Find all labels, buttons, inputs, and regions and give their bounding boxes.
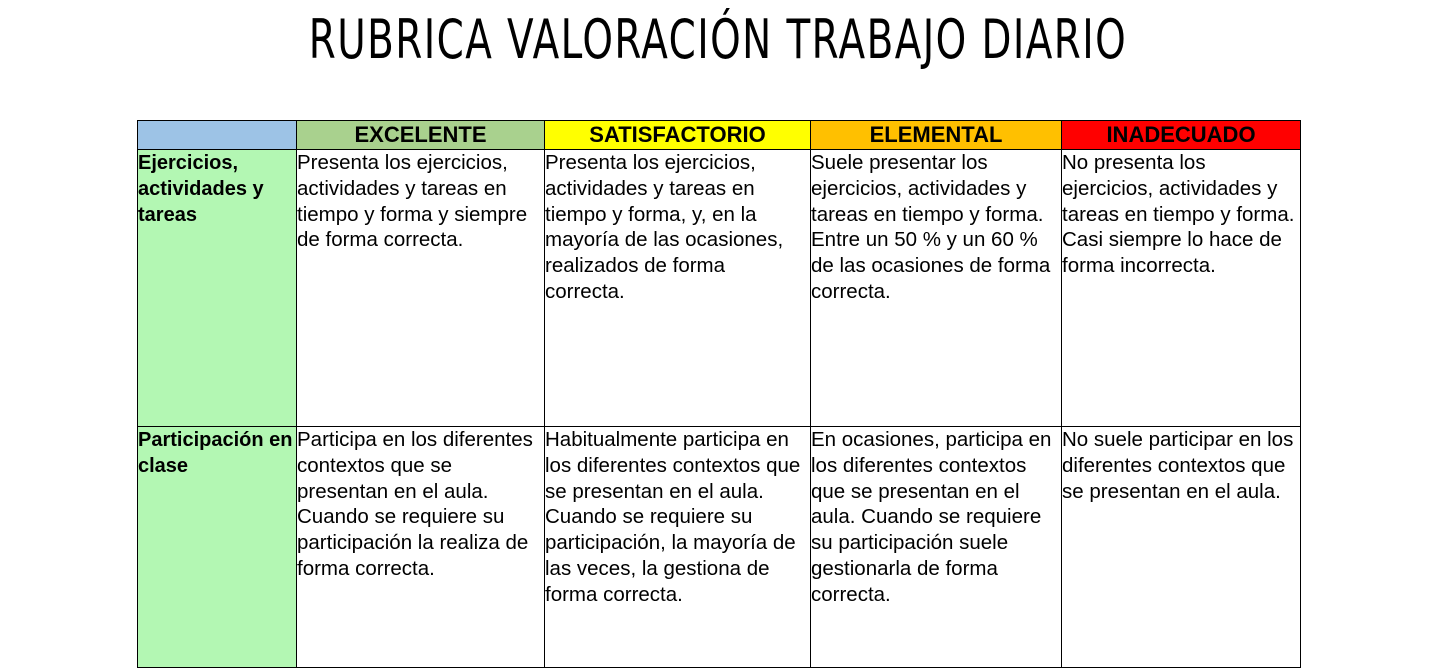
header-elemental: ELEMENTAL (811, 121, 1062, 150)
criterion-participacion: Participación en clase (138, 427, 297, 668)
rubric-table (137, 120, 1301, 668)
descriptor-excelente: Presenta los ejercicios, actividades y tareas en tiempo y forma y siempre de forma correcta. (297, 150, 545, 427)
table-row (138, 150, 1301, 427)
table-row (138, 427, 1301, 668)
page-title: RUBRICA VALORACIÓN TRABAJO DIARIO (308, 8, 1128, 71)
header-satisfactorio: SATISFACTORIO (545, 121, 811, 150)
descriptor-satisfactorio: Habitualmente participa en los diferentes contextos que se presentan en el aula. Cuando se requiere su participación, la mayoría de las veces, la gestiona de forma correcta. (545, 427, 811, 668)
header-corner-cell (138, 121, 297, 150)
descriptor-inadecuado: No presenta los ejercicios, actividades y tareas en tiempo y forma. Casi siempre lo hace de forma incorrecta. (1062, 150, 1301, 427)
criterion-ejercicios: Ejercicios, actividades y tareas (138, 150, 297, 427)
descriptor-elemental: Suele presentar los ejercicios, actividades y tareas en tiempo y forma. Entre un 50 % y un 60 % de las ocasiones de forma correcta. (811, 150, 1062, 427)
descriptor-excelente: Participa en los diferentes contextos que se presentan en el aula. Cuando se requiere su participación la realiza de forma correcta. (297, 427, 545, 668)
header-inadecuado: INADECUADO (1062, 121, 1301, 150)
header-excelente: EXCELENTE (297, 121, 545, 150)
descriptor-satisfactorio: Presenta los ejercicios, actividades y tareas en tiempo y forma, y, en la mayoría de las ocasiones, realizados de forma correcta. (545, 150, 811, 427)
descriptor-inadecuado: No suele participar en los diferentes contextos que se presentan en el aula. (1062, 427, 1301, 668)
header-row (138, 121, 1301, 150)
descriptor-elemental: En ocasiones, participa en los diferentes contextos que se presentan en el aula. Cuando se requiere su participación suele gestionarla de forma correcta. (811, 427, 1062, 668)
